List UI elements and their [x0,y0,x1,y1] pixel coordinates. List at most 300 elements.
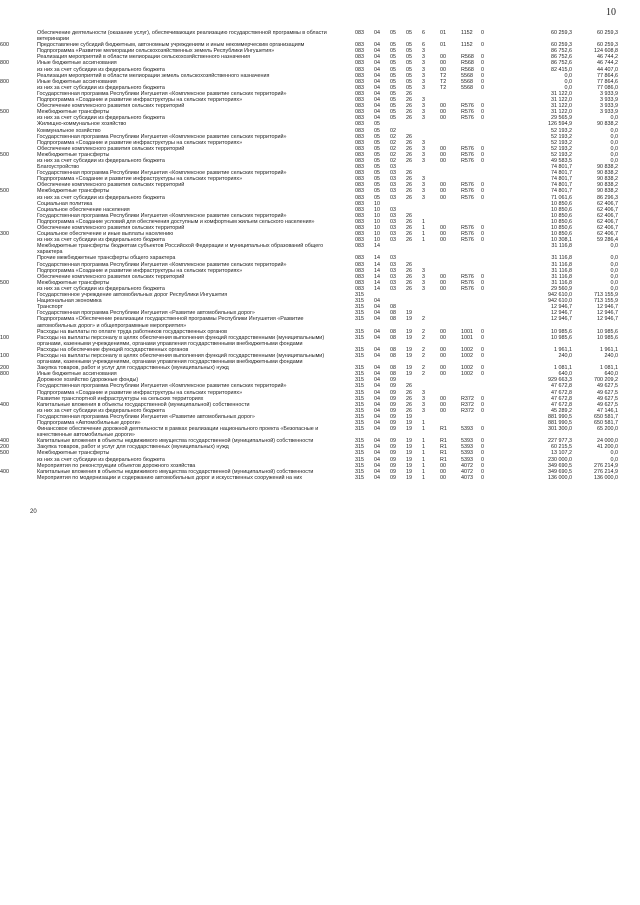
amount-year-1: 942 610,0 [548,292,572,299]
amount-year-2: 0,0 [610,261,618,268]
ministry-code: 083 [355,84,364,91]
ministry-code: 083 [355,194,364,201]
row-name: Закупка товаров, работ и услуг для государственных (муниципальных) нужд [37,365,229,372]
sub-code: 0 [481,145,484,152]
sub-code: 0 [481,395,484,402]
program-code: 26 [406,151,412,158]
direction-code: 5393 [461,426,473,433]
subprogram-code: 6 [422,30,425,36]
section-code: 04 [374,420,380,426]
amount-year-2: 0,0 [610,273,618,280]
ministry-code: 083 [355,151,364,158]
expense-type-code: 500 [0,188,9,195]
section-code: 04 [374,30,380,36]
amount-year-1: 31 116,8 [551,261,572,268]
ministry-code: 315 [355,407,364,414]
amount-year-1: 301 300,0 [548,426,572,433]
expense-type-code: 800 [0,371,9,378]
direction-code: 1002 [461,352,473,359]
sub-code: 0 [481,346,484,353]
table-row [0,243,640,255]
subprogram-code: 1 [422,444,425,451]
amount-year-1: 31 116,8 [551,243,572,250]
row-name: Обеспечение комплексного развития сельских территорий [37,145,185,152]
subsection-code: 09 [390,395,396,402]
amount-year-1: 349 690,5 [548,462,572,469]
section-code: 05 [374,139,380,146]
ministry-code: 315 [355,389,364,396]
row-name: Межбюджетные трансферты [37,279,110,286]
subprogram-code: 3 [422,48,425,55]
row-name: Межбюджетные трансферты [37,450,110,457]
row-name: Государственная программа Республики Ингушетия «Развитие автомобильных дорог» [37,413,255,420]
program-code: 19 [406,468,412,475]
sub-code: 0 [481,60,484,67]
subsection-code: 08 [390,346,396,353]
sub-code: 0 [481,231,484,238]
main-event-code: 00 [440,54,446,61]
expense-type-code: 600 [0,42,9,49]
section-code: 14 [374,267,380,274]
row-name: из них за счет субсидии из федерального бюджета [37,84,165,91]
amount-year-2: 90 838,2 [597,164,618,171]
amount-year-1: 13 107,2 [551,450,572,457]
subsection-code: 03 [390,188,396,195]
program-code: 26 [406,285,412,292]
subsection-code: 05 [390,90,396,97]
section-code: 04 [374,456,380,463]
ministry-code: 083 [355,97,364,104]
table-row [0,353,640,365]
amount-year-1: 52 193,2 [551,151,572,158]
amount-year-1: 29 560,9 [551,285,572,292]
expense-type-code: 500 [0,450,9,457]
direction-code: 5393 [461,438,473,445]
row-name: Межбюджетные трансферты [37,188,110,195]
sub-code: 0 [481,444,484,451]
section-code: 04 [374,468,380,475]
sub-code: 0 [481,285,484,292]
subprogram-code: 2 [422,316,425,323]
amount-year-1: 10 985,6 [551,334,572,341]
program-code: 19 [406,371,412,378]
amount-year-1: 60 259,3 [551,42,572,49]
section-code: 14 [374,285,380,292]
amount-year-2: 713 155,9 [594,298,618,305]
program-code: 26 [406,133,412,140]
amount-year-1: 12 946,7 [551,316,572,323]
amount-year-2: 62 406,7 [597,206,618,213]
sub-code: 0 [481,78,484,85]
subsection-code: 09 [390,474,396,481]
amount-year-1: 86 752,6 [551,48,572,55]
page-number: 10 [606,7,616,18]
amount-year-2: 10 985,6 [597,334,618,341]
direction-code: 1002 [461,365,473,372]
subsection-code: 03 [390,176,396,183]
subsection-code: 08 [390,304,396,311]
direction-code: R576 [461,231,474,238]
ministry-code: 083 [355,176,364,183]
subprogram-code: 2 [422,365,425,372]
subprogram-code: 3 [422,54,425,61]
amount-year-2: 3 933,9 [600,90,618,97]
subprogram-code: 1 [422,231,425,238]
ministry-code: 315 [355,377,364,384]
amount-year-2: 0,0 [610,133,618,140]
section-code: 14 [374,273,380,280]
row-name: Мероприятия по реконструкции объектов дорожного хозяйства [37,462,196,469]
ministry-code: 315 [355,383,364,390]
ministry-code: 315 [355,456,364,463]
amount-year-2: 0,0 [610,115,618,122]
sub-code: 0 [481,115,484,122]
section-code: 05 [374,182,380,189]
direction-code: R568 [461,54,474,61]
expense-type-code: 200 [0,365,9,372]
row-name: из них за счет субсидии из федерального бюджета [37,237,165,244]
main-event-code: 00 [440,352,446,359]
subsection-code: 05 [390,84,396,91]
direction-code: R576 [461,157,474,164]
amount-year-1: 31 122,0 [551,97,572,104]
ministry-code: 315 [355,450,364,457]
row-name: из них за счет субсидии из федерального бюджета [37,157,165,164]
section-code: 04 [374,462,380,469]
subprogram-code: 3 [422,145,425,152]
sub-code: 0 [481,188,484,195]
amount-year-1: 47 672,8 [551,395,572,402]
margin-note: 20 [30,509,37,515]
program-code: 26 [406,97,412,104]
row-name: Межбюджетные трансферты [37,151,110,158]
subprogram-code: 3 [422,285,425,292]
section-code: 04 [374,97,380,104]
subsection-code: 03 [390,170,396,177]
row-name: из них за счет субсидии из федерального бюджета [37,115,165,122]
amount-year-1: 86 752,6 [551,60,572,67]
amount-year-2: 77 864,6 [597,78,618,85]
amount-year-1: 942 610,0 [548,298,572,305]
direction-code: R576 [461,151,474,158]
program-code: 26 [406,109,412,116]
ministry-code: 315 [355,420,364,426]
subsection-code: 05 [390,30,396,36]
amount-year-2: 0,0 [610,267,618,274]
amount-year-2: 90 838,2 [597,121,618,128]
row-name: Обеспечение комплексного развития сельских территорий [37,273,185,280]
subsection-code: 09 [390,444,396,451]
amount-year-1: 240,0 [558,352,572,359]
row-name: Обеспечение комплексного развития сельских территорий [37,103,185,110]
program-code: 19 [406,420,412,426]
section-code: 04 [374,352,380,359]
amount-year-2: 77 086,0 [597,84,618,91]
row-name: Подпрограмма «Создание и развитие инфраструктуры на сельских территориях» [37,176,243,183]
amount-year-1: 82 415,0 [551,66,572,73]
ministry-code: 083 [355,54,364,61]
row-name: Реализация мероприятий в области мелиорации сельскохозяйственного назначения [37,54,251,61]
subsection-code: 09 [390,462,396,469]
program-code: 26 [406,395,412,402]
ministry-code: 083 [355,200,364,207]
subsection-code: 05 [390,48,396,55]
section-code: 05 [374,127,380,134]
table-row [0,335,640,347]
program-code: 19 [406,450,412,457]
subprogram-code: 1 [422,468,425,475]
amount-year-2: 276 214,9 [594,468,618,475]
subprogram-code: 3 [422,157,425,164]
direction-code: 1002 [461,371,473,378]
subprogram-code: 1 [422,426,425,433]
main-event-code: 00 [440,194,446,201]
program-code: 26 [406,401,412,408]
ministry-code: 315 [355,395,364,402]
subprogram-code: 2 [422,334,425,341]
main-event-code: 00 [440,273,446,280]
amount-year-1: 1 081,1 [554,365,572,372]
subsection-code: 05 [390,78,396,85]
section-code: 05 [374,188,380,195]
subprogram-code: 3 [422,115,425,122]
amount-year-1: 52 193,2 [551,127,572,134]
ministry-code: 083 [355,243,364,250]
amount-year-1: 31 116,8 [551,267,572,274]
direction-code: 5568 [461,78,473,85]
subprogram-code: 3 [422,84,425,91]
subprogram-code: 1 [422,450,425,457]
amount-year-2: 90 838,2 [597,176,618,183]
main-event-code: 00 [440,188,446,195]
program-code: 05 [406,78,412,85]
amount-year-2: 124 608,8 [594,48,618,55]
subsection-code: 03 [390,255,396,262]
main-event-code: 00 [440,468,446,475]
sub-code: 0 [481,237,484,244]
program-code: 26 [406,279,412,286]
program-code: 05 [406,66,412,73]
program-code: 05 [406,72,412,79]
subsection-code: 08 [390,328,396,335]
subprogram-code: 2 [422,346,425,353]
ministry-code: 315 [355,444,364,451]
ministry-code: 083 [355,182,364,189]
subsection-code: 03 [390,212,396,219]
subprogram-code: 3 [422,60,425,67]
direction-code: R372 [461,401,474,408]
subsection-code: 03 [390,164,396,171]
direction-code: 4073 [461,474,473,481]
section-code: 04 [374,72,380,79]
ministry-code: 315 [355,346,364,353]
subprogram-code: 3 [422,103,425,110]
main-event-code: 00 [440,66,446,73]
amount-year-2: 60 259,3 [597,30,618,36]
subsection-code: 09 [390,438,396,445]
amount-year-2: 3 933,9 [600,97,618,104]
subsection-code: 05 [390,60,396,67]
ministry-code: 083 [355,145,364,152]
table-row [0,426,640,438]
subprogram-code: 2 [422,352,425,359]
ministry-code: 083 [355,121,364,128]
program-code: 05 [406,84,412,91]
program-code: 19 [406,365,412,372]
amount-year-2: 62 406,7 [597,200,618,207]
direction-code: R568 [461,60,474,67]
ministry-code: 083 [355,66,364,73]
program-code: 26 [406,103,412,110]
section-code: 14 [374,255,380,262]
ministry-code: 315 [355,474,364,481]
section-code: 04 [374,444,380,451]
direction-code: R576 [461,273,474,280]
main-event-code: 00 [440,395,446,402]
row-name: Закупка товаров, работ и услуг для государственных (муниципальных) нужд [37,444,229,451]
ministry-code: 315 [355,334,364,341]
subprogram-code: 3 [422,109,425,116]
amount-year-2: 0,0 [610,157,618,164]
ministry-code: 083 [355,127,364,134]
section-code: 04 [374,407,380,414]
subprogram-code: 1 [422,456,425,463]
subsection-code: 05 [390,54,396,61]
main-event-code: 00 [440,157,446,164]
row-name: Транспорт [37,304,63,311]
section-code: 04 [374,42,380,49]
expense-type-code: 500 [0,109,9,116]
sub-code: 0 [481,151,484,158]
ministry-code: 083 [355,103,364,110]
row-name: Подпрограмма «Обеспечение реализации государственной программы Республики Ингушетия «Развитие автомобильных дорог» и общепрограммные мероприятия» [37,316,304,329]
subsection-code: 03 [390,194,396,201]
program-code: 05 [406,42,412,49]
subsection-code: 09 [390,413,396,420]
main-event-code: R1 [440,438,447,445]
expense-type-code: 200 [0,444,9,451]
direction-code: R576 [461,188,474,195]
subsection-code: 09 [390,377,396,384]
program-code: 19 [406,352,412,359]
amount-year-2: 0,0 [610,151,618,158]
main-event-code: 01 [440,42,446,49]
program-code: 26 [406,115,412,122]
amount-year-1: 31 116,8 [551,273,572,280]
row-name: Капитальные вложения в объекты недвижимого имущества государственной (муниципальной) собственности [37,438,314,445]
amount-year-2: 49 627,5 [597,383,618,390]
subsection-code: 05 [390,115,396,122]
subprogram-code: 3 [422,66,425,73]
subsection-code: 05 [390,97,396,104]
expense-type-code: 300 [0,231,9,238]
subsection-code: 03 [390,237,396,244]
program-code: 19 [406,346,412,353]
amount-year-1: 12 946,7 [551,310,572,317]
section-code: 04 [374,328,380,335]
row-name: Государственная программа Республики Ингушетия «Комплексное развитие сельских территорий» [37,261,287,268]
direction-code: R576 [461,194,474,201]
amount-year-2: 46 744,2 [597,54,618,61]
ministry-code: 083 [355,60,364,67]
amount-year-1: 136 000,0 [548,474,572,481]
row-name: Подпрограмма «Автомобильные дороги» [37,420,141,426]
amount-year-1: 71 061,6 [551,194,572,201]
section-code: 04 [374,103,380,110]
sub-code: 0 [481,352,484,359]
amount-year-2: 0,0 [610,255,618,262]
sub-code: 0 [481,42,484,49]
main-event-code: 00 [440,182,446,189]
ministry-code: 083 [355,255,364,262]
ministry-code: 083 [355,188,364,195]
amount-year-1: 60 215,5 [551,444,572,451]
program-code: 26 [406,176,412,183]
ministry-code: 083 [355,164,364,171]
main-event-code: R1 [440,450,447,457]
section-code: 05 [374,157,380,164]
amount-year-2: 12 946,7 [597,316,618,323]
section-code: 04 [374,115,380,122]
subsection-code: 08 [390,365,396,372]
main-event-code: 00 [440,231,446,238]
row-name: Подпрограмма «Создание и развитие инфраструктуры на сельских территориях» [37,267,243,274]
expense-type-code: 800 [0,78,9,85]
section-code: 14 [374,279,380,286]
direction-code: 5393 [461,450,473,457]
subsection-code: 02 [390,127,396,134]
section-code: 05 [374,194,380,201]
expense-type-code: 400 [0,401,9,408]
sub-code: 0 [481,279,484,286]
amount-year-2: 90 838,2 [597,188,618,195]
section-code: 05 [374,145,380,152]
subprogram-code: 3 [422,78,425,85]
amount-year-1: 49 583,5 [551,157,572,164]
amount-year-2: 136 000,0 [594,474,618,481]
section-code: 10 [374,212,380,219]
amount-year-2: 90 838,2 [597,170,618,177]
amount-year-1: 227 977,3 [548,438,572,445]
subsection-code: 03 [390,267,396,274]
program-code: 26 [406,237,412,244]
main-event-code: T2 [440,78,447,85]
section-code: 04 [374,383,380,390]
subprogram-code: 3 [422,139,425,146]
amount-year-1: 86 752,6 [551,54,572,61]
section-code: 04 [374,389,380,396]
amount-year-2: 10 985,6 [597,328,618,335]
main-event-code: 00 [440,103,446,110]
budget-table [0,30,640,481]
subprogram-code: 1 [422,420,425,426]
section-code: 04 [374,78,380,85]
amount-year-1: 60 259,3 [551,30,572,36]
amount-year-1: 640,0 [558,371,572,378]
subsection-code: 05 [390,42,396,49]
ministry-code: 315 [355,462,364,469]
amount-year-1: 0,0 [564,78,572,85]
amount-year-2: 276 214,9 [594,462,618,469]
amount-year-2: 0,0 [610,285,618,292]
section-code: 04 [374,60,380,67]
amount-year-1: 31 122,0 [551,90,572,97]
expense-type-code: 500 [0,279,9,286]
amount-year-1: 31 122,0 [551,109,572,116]
direction-code: 5393 [461,444,473,451]
row-name: Подпрограмма «Развитие мелиорации сельскохозяйственных земель Республики Ингушетия» [37,48,275,55]
amount-year-1: 126 594,9 [548,121,572,128]
